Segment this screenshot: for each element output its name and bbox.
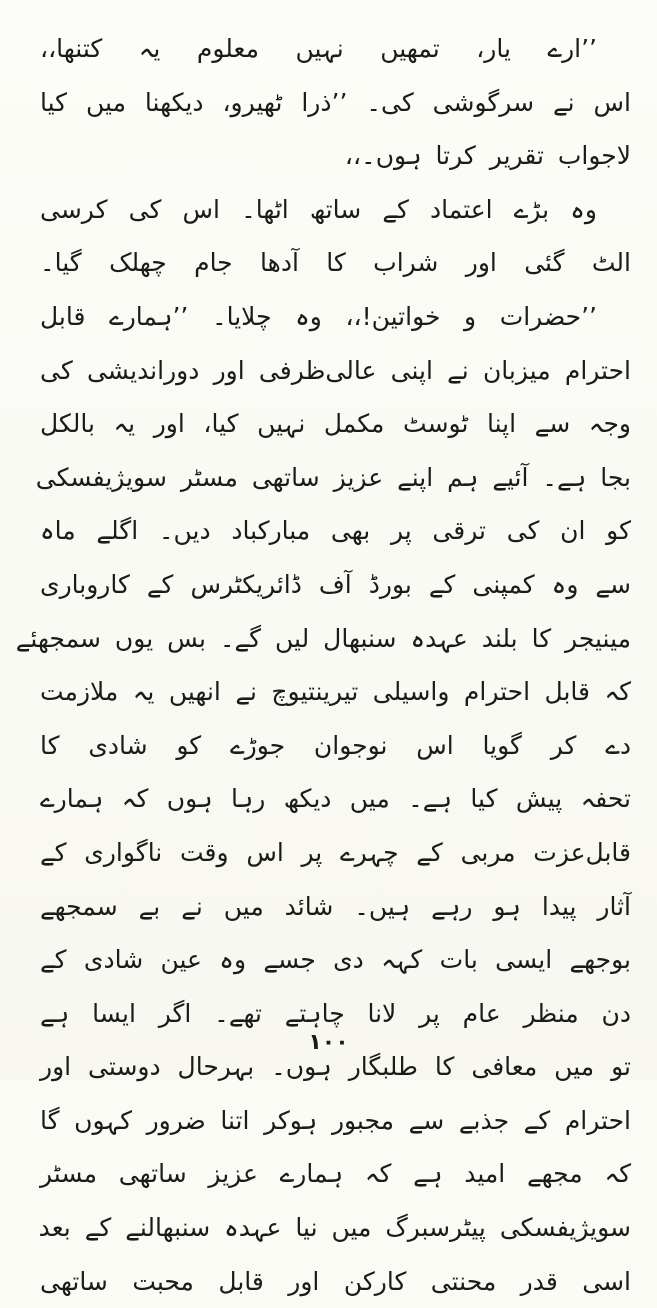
text-line: وہ بڑے اعتماد کے ساتھ اٹھا۔ اس کی کرسی [40,194,597,224]
text-line: قابل‌عزت مربی کے چہرے پر اس وقت ناگواری کے [40,837,631,867]
text-line: ’’ارے یار، تمھیں نہیں معلوم یہ کتنھا،، [40,34,597,63]
text-line: آثار پیدا ہو رہے ہیں۔ شائد میں نے بے سمجھے [40,891,631,921]
text-line: اسی قدر محنتی کارکن اور قابل محبت ساتھی [40,1266,631,1296]
text-line: لاجواب تقریر کرتا ہوں۔،، [344,141,631,171]
text-line: کہ قابل احترام واسیلی تیرینتیوچ نے انھیں یہ ملازمت [40,677,631,707]
text-line: کہ مجھے امید ہے کہ ہمارے عزیز ساتھی مسٹر [40,1159,631,1189]
text-line: احترام کے جذبے سے مجبور ہوکر اتنا ضرور کہوں گا [40,1105,631,1135]
text-line: احترام میزبان نے اپنی عالی‌ظرفی اور دوراندیشی کی [40,355,631,385]
text-line: ’’حضرات و خواتین!،، وہ چلایا۔ ’’ہمارے قابل [40,301,597,331]
text-line: بجا ہے۔ آئیے ہم اپنے عزیز ساتھی مسٹر سویژیفسکی [35,462,631,492]
text-line: بوجھے ایسی بات کہہ دی جسے وہ عین شادی کے [40,945,631,975]
text-line: تو میں معافی کا طلبگار ہوں۔ بہرحال دوستی اور [40,1052,631,1082]
text-line: سے وہ کمپنی کے بورڈ آف ڈائریکٹرس کے کاروباری [40,569,631,599]
page-number: ۱۰۰ [308,1030,349,1055]
text-line: کو ان کی ترقی پر بھی مبارکباد دیں۔ اگلے ماہ [40,516,631,546]
text-line: دے کر گویا اس نوجوان جوڑے کو شادی کا [40,730,631,760]
text-line: الٹ گئی اور شراب کا آدھا جام چھلک گیا۔ [40,248,631,278]
text-line: دن منظر عام پر لانا چاہتے تھے۔ اگر ایسا ہے [40,998,631,1028]
text-line: تحفہ پیش کیا ہے۔ میں دیکھ رہا ہوں کہ ہمارے [40,784,631,814]
page-body-text [15,22,631,1308]
text-line: اس نے سرگوشی کی۔ ’’ذرا ٹھیرو، دیکھنا میں کیا [40,87,631,117]
text-line: مینیجر کا بلند عہدہ سنبھال لیں گے۔ بس یوں سمجھئے [15,623,631,653]
text-line: سویژیفسکی پیٹرسبرگ میں نیا عہدہ سنبھالنے کے بعد [38,1213,631,1243]
text-line: وجہ سے اپنا ٹوسٹ مکمل نہیں کیا، اور یہ بالکل [40,409,631,439]
